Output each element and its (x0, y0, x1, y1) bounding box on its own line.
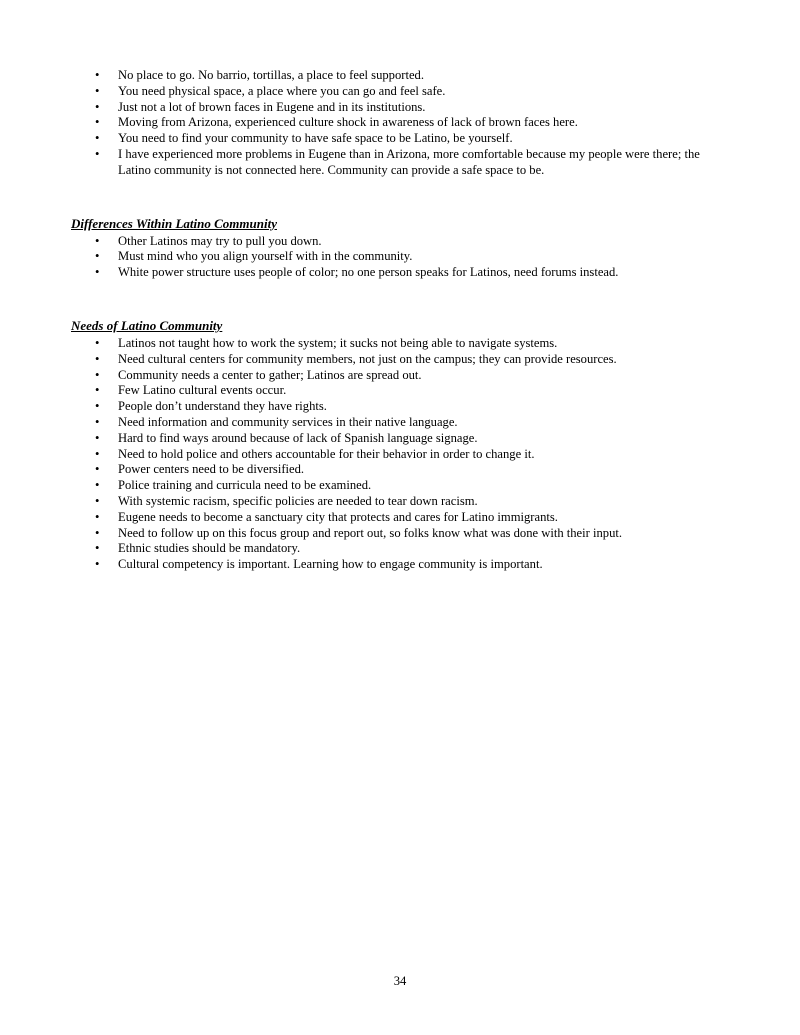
document-section (71, 318, 725, 573)
bullet-item: • Cultural competency is important. Learning how to engage community is important. (118, 557, 725, 573)
bullet-item: • Need to hold police and others accountable for their behavior in order to change it. (118, 447, 725, 463)
bullet-item: • I have experienced more problems in Eugene than in Arizona, more comfortable because my people were there; the Latino community is not connected here. Community can provide a safe space to be. (118, 147, 725, 179)
bullet-list (71, 68, 725, 179)
bullet-item: • Must mind who you align yourself with in the community. (118, 249, 725, 265)
bullet-item: • Ethnic studies should be mandatory. (118, 541, 725, 557)
bullet-item: • Just not a lot of brown faces in Eugene and in its institutions. (118, 100, 725, 116)
bullet-item: • Power centers need to be diversified. (118, 462, 725, 478)
section-heading: Differences Within Latino Community (71, 215, 277, 231)
bullet-item: • Eugene needs to become a sanctuary city that protects and cares for Latino immigrants. (118, 510, 725, 526)
bullet-list (71, 336, 725, 573)
bullet-item: • Few Latino cultural events occur. (118, 383, 725, 399)
bullet-item: • With systemic racism, specific policies are needed to tear down racism. (118, 494, 725, 510)
bullet-item: • Other Latinos may try to pull you down. (118, 234, 725, 250)
bullet-item: • You need physical space, a place where you can go and feel safe. (118, 84, 725, 100)
bullet-item: • Community needs a center to gather; Latinos are spread out. (118, 368, 725, 384)
bullet-item: • Hard to find ways around because of lack of Spanish language signage. (118, 431, 725, 447)
bullet-item: • Need to follow up on this focus group and report out, so folks know what was done with their input. (118, 526, 725, 542)
bullet-item: • White power structure uses people of color; no one person speaks for Latinos, need forums instead. (118, 265, 725, 281)
bullet-list (71, 234, 725, 281)
bullet-item: • Need cultural centers for community members, not just on the campus; they can provide resources. (118, 352, 725, 368)
page-footer (0, 972, 800, 990)
page-number: 34 (393, 974, 407, 988)
document-section (71, 68, 725, 179)
document-section (71, 216, 725, 281)
section-heading: Needs of Latino Community (71, 317, 223, 333)
bullet-item: • You need to find your community to have safe space to be Latino, be yourself. (118, 131, 725, 147)
bullet-item: • Moving from Arizona, experienced culture shock in awareness of lack of brown faces here. (118, 115, 725, 131)
bullet-item: • Need information and community services in their native language. (118, 415, 725, 431)
bullet-item: • No place to go. No barrio, tortillas, a place to feel supported. (118, 68, 725, 84)
bullet-item: • People don’t understand they have rights. (118, 399, 725, 415)
bullet-item: • Latinos not taught how to work the system; it sucks not being able to navigate systems. (118, 336, 725, 352)
document-content (71, 68, 725, 573)
bullet-item: • Police training and curricula need to be examined. (118, 478, 725, 494)
